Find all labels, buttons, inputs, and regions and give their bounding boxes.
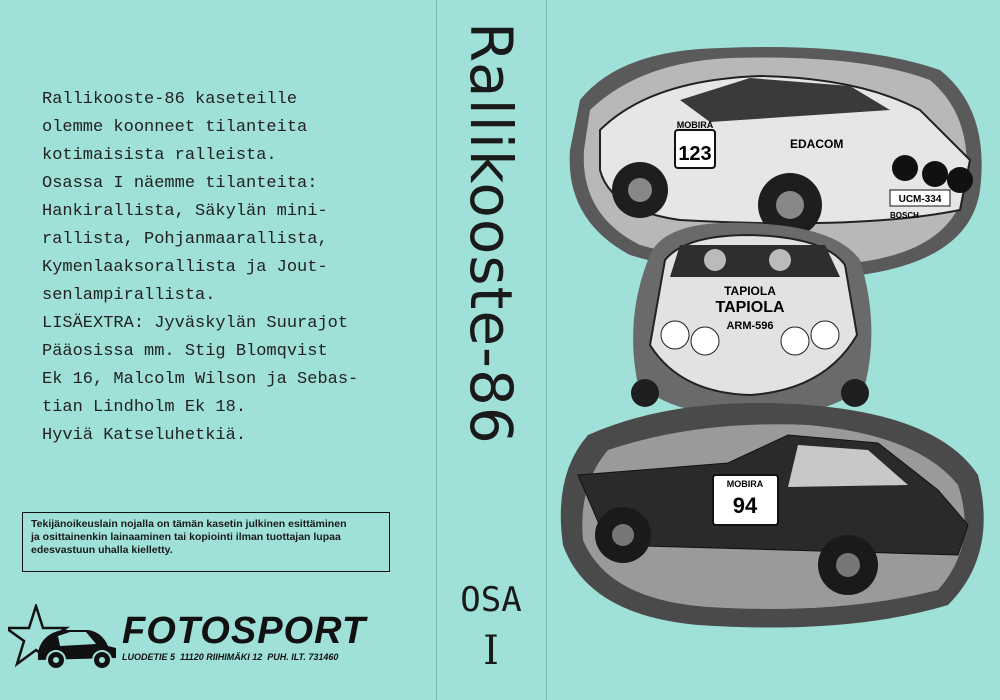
car1-light-brand: BOSCH xyxy=(890,211,919,220)
spine-title: Rallikooste-86 xyxy=(457,22,525,445)
copyright-notice xyxy=(22,512,390,572)
description-line: LISÄEXTRA: Jyväskylän Suurajot xyxy=(42,314,349,333)
description-line: rallista, Pohjanmaarallista, xyxy=(42,230,328,249)
description-line: tian Lindholm Ek 18. xyxy=(42,398,247,417)
car3-number: 94 xyxy=(732,493,758,518)
spine-fold-right xyxy=(546,0,547,700)
copyright-line: Tekijänoikeuslain nojalla on tämän kasetin julkinen esittäminen xyxy=(31,518,347,530)
description-line: Rallikooste-86 kaseteille xyxy=(42,90,298,109)
description-line: Osassa I näemme tilanteita: xyxy=(42,174,318,193)
description-line: kotimaisista ralleista. xyxy=(42,146,277,165)
description-line: Ek 16, Malcolm Wilson ja Sebas- xyxy=(42,370,359,389)
brand-address: LUODETIE 5 11120 RIIHIMÄKI 12 PUH. ILT. 731460 xyxy=(122,652,339,662)
car2-sponsor-2: TAPIOLA xyxy=(715,299,785,316)
back-description xyxy=(42,86,402,450)
spine-fold-left xyxy=(436,0,437,700)
fotosport-logo xyxy=(8,604,408,674)
car2-plate: ARM-596 xyxy=(726,320,774,332)
description-line: Pääosissa mm. Stig Blomqvist xyxy=(42,342,328,361)
car1-sponsor: MOBIRA xyxy=(676,120,714,130)
spine-part-label: OSA xyxy=(460,580,522,620)
description-line: Hankirallista, Säkylän mini- xyxy=(42,202,328,221)
description-line: Kymenlaaksorallista ja Jout- xyxy=(42,258,328,277)
description-line: senlampirallista. xyxy=(42,286,216,305)
car2-sponsor-1: TAPIOLA xyxy=(724,284,776,298)
rally-car-photo-3 xyxy=(548,395,998,635)
spine-part-number: I xyxy=(483,628,499,674)
car1-plate: UCM-334 xyxy=(898,194,942,205)
car3-sponsor: MOBIRA xyxy=(726,479,764,489)
brand-name: FOTOSPORT xyxy=(122,610,367,652)
description-line: Hyviä Katseluhetkiä. xyxy=(42,426,247,445)
car1-brand: EDACOM xyxy=(790,137,844,151)
car1-number: 123 xyxy=(678,143,712,165)
copyright-line: ja osittainenkin lainaaminen tai kopiointi ilman tuottajan lupaa xyxy=(31,531,341,543)
description-line: olemme koonneet tilanteita xyxy=(42,118,308,137)
copyright-line: edesvastuun uhalla kielletty. xyxy=(31,544,173,556)
star-car-icon xyxy=(8,604,120,674)
rally-car-photo-2 xyxy=(625,215,880,420)
